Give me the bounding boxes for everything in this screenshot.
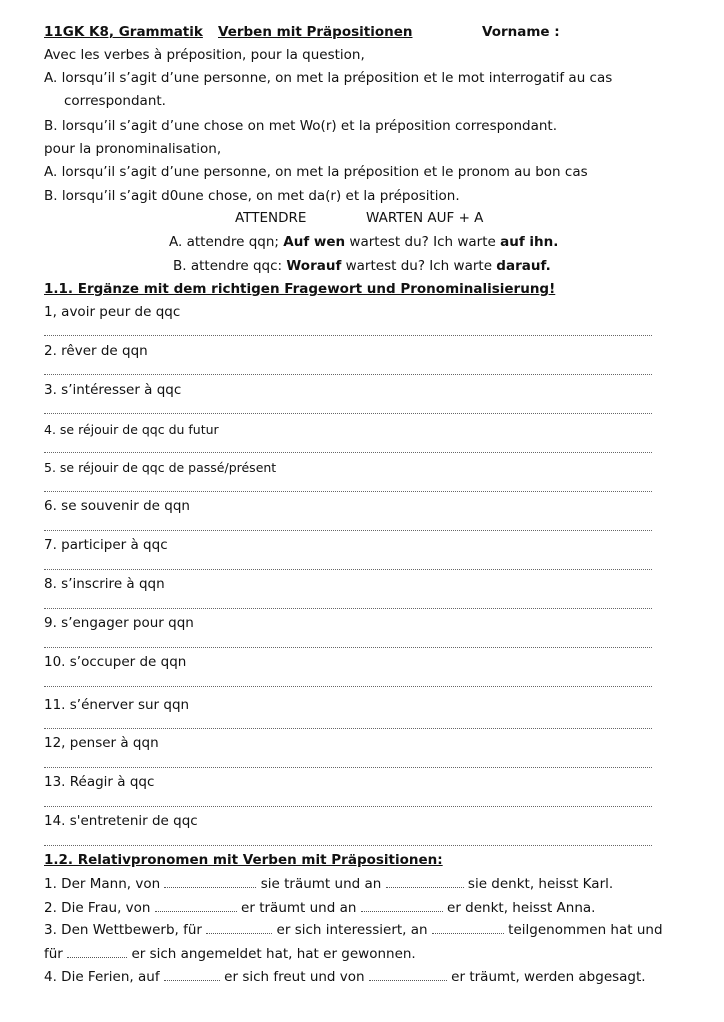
example-b-mid: wartest du? Ich warte bbox=[341, 258, 497, 274]
sentence-3 bbox=[44, 922, 663, 938]
answer-line[interactable] bbox=[44, 491, 652, 492]
exercise-item: 6. se souvenir de qqn bbox=[44, 498, 190, 514]
intro-line: pour la pronominalisation, bbox=[44, 141, 222, 157]
sentence-text: er sich freut und von bbox=[219, 969, 369, 985]
exercise-item: 4. se réjouir de qqc du futur bbox=[44, 422, 219, 437]
blank-field[interactable] bbox=[206, 922, 272, 934]
answer-line[interactable] bbox=[44, 806, 652, 807]
answer-line[interactable] bbox=[44, 335, 652, 336]
exercise-item: 12, penser à qqn bbox=[44, 735, 159, 751]
sentence-text: für bbox=[44, 946, 68, 962]
example-b-prefix: B. attendre qqc: bbox=[173, 258, 287, 274]
answer-line[interactable] bbox=[44, 728, 652, 729]
answer-line[interactable] bbox=[44, 530, 652, 531]
sentence-text: er sich angemeldet hat, hat er gewonnen. bbox=[127, 946, 416, 962]
sentence-text: 2. Die Frau, von bbox=[44, 900, 155, 916]
example-left: ATTENDRE bbox=[235, 210, 307, 226]
example-a-answer: auf ihn. bbox=[500, 234, 559, 250]
blank-field[interactable] bbox=[164, 969, 220, 981]
sentence-text: er träumt, werden abgesagt. bbox=[446, 969, 646, 985]
sentence-3-cont bbox=[44, 946, 416, 962]
answer-line[interactable] bbox=[44, 374, 652, 375]
course-label: 11GK K8, Grammatik bbox=[44, 24, 203, 40]
answer-line[interactable] bbox=[44, 413, 652, 414]
sentence-text: teilgenommen hat und bbox=[503, 922, 663, 938]
blank-field[interactable] bbox=[67, 946, 127, 958]
intro-line: Avec les verbes à préposition, pour la question, bbox=[44, 47, 365, 63]
intro-line: B. lorsqu’il s’agit d0une chose, on met da(r) et la préposition. bbox=[44, 188, 460, 204]
sentence-text: sie träumt und an bbox=[256, 876, 386, 892]
name-label: Vorname : bbox=[482, 24, 560, 40]
example-a-prefix: A. attendre qqn; bbox=[169, 234, 284, 250]
intro-line: B. lorsqu’il s’agit d’une chose on met Wo(r) et la préposition correspondant. bbox=[44, 118, 557, 134]
exercise-item: 13. Réagir à qqc bbox=[44, 774, 155, 790]
exercise-item: 3. s’intéresser à qqc bbox=[44, 382, 182, 398]
section1-title: 1.1. Ergänze mit dem richtigen Fragewort und Pronominalisierung! bbox=[44, 281, 556, 297]
answer-line[interactable] bbox=[44, 845, 652, 846]
sentence-4 bbox=[44, 969, 646, 985]
blank-field[interactable] bbox=[369, 969, 447, 981]
sentence-text: 1. Der Mann, von bbox=[44, 876, 165, 892]
answer-line[interactable] bbox=[44, 686, 652, 687]
exercise-item: 2. rêver de qqn bbox=[44, 343, 148, 359]
blank-field[interactable] bbox=[155, 900, 237, 912]
blank-field[interactable] bbox=[432, 922, 504, 934]
example-b-answer: darauf. bbox=[496, 258, 551, 274]
answer-line[interactable] bbox=[44, 569, 652, 570]
exercise-item: 14. s'entretenir de qqc bbox=[44, 813, 198, 829]
answer-line[interactable] bbox=[44, 452, 652, 453]
answer-line[interactable] bbox=[44, 608, 652, 609]
sentence-text: er sich interessiert, an bbox=[272, 922, 432, 938]
exercise-item: 7. participer à qqc bbox=[44, 537, 168, 553]
example-a-mid: wartest du? Ich warte bbox=[345, 234, 501, 250]
exercise-item: 10. s’occuper de qqn bbox=[44, 654, 187, 670]
intro-line: A. lorsqu’il s’agit d’une personne, on met la préposition et le mot interrogatif au cas bbox=[44, 70, 613, 86]
answer-line[interactable] bbox=[44, 767, 652, 768]
example-a-question: Auf wen bbox=[283, 234, 346, 250]
blank-field[interactable] bbox=[164, 876, 256, 888]
exercise-item: 11. s’énerver sur qqn bbox=[44, 697, 190, 713]
exercise-item: 9. s’engager pour qqn bbox=[44, 615, 194, 631]
blank-field[interactable] bbox=[361, 900, 443, 912]
example-b bbox=[173, 258, 551, 274]
sentence-text: sie denkt, heisst Karl. bbox=[463, 876, 614, 892]
exercise-item: 8. s’inscrire à qqn bbox=[44, 576, 165, 592]
worksheet-title: Verben mit Präpositionen bbox=[218, 24, 413, 40]
sentence-text: 3. Den Wettbewerb, für bbox=[44, 922, 207, 938]
example-right: WARTEN AUF + A bbox=[366, 210, 484, 226]
section2-title: 1.2. Relativpronomen mit Verben mit Präpositionen: bbox=[44, 852, 443, 868]
sentence-1 bbox=[44, 876, 613, 892]
intro-line: A. lorsqu’il s’agit d’une personne, on met la préposition et le pronom au bon cas bbox=[44, 164, 588, 180]
example-b-question: Worauf bbox=[286, 258, 342, 274]
blank-field[interactable] bbox=[386, 876, 464, 888]
sentence-2 bbox=[44, 900, 595, 916]
exercise-item: 1, avoir peur de qqc bbox=[44, 304, 181, 320]
example-a bbox=[169, 234, 558, 250]
exercise-item: 5. se réjouir de qqc de passé/présent bbox=[44, 460, 277, 475]
sentence-text: er träumt und an bbox=[236, 900, 361, 916]
sentence-text: 4. Die Ferien, auf bbox=[44, 969, 164, 985]
sentence-text: er denkt, heisst Anna. bbox=[442, 900, 596, 916]
intro-line: correspondant. bbox=[64, 93, 166, 109]
answer-line[interactable] bbox=[44, 647, 652, 648]
